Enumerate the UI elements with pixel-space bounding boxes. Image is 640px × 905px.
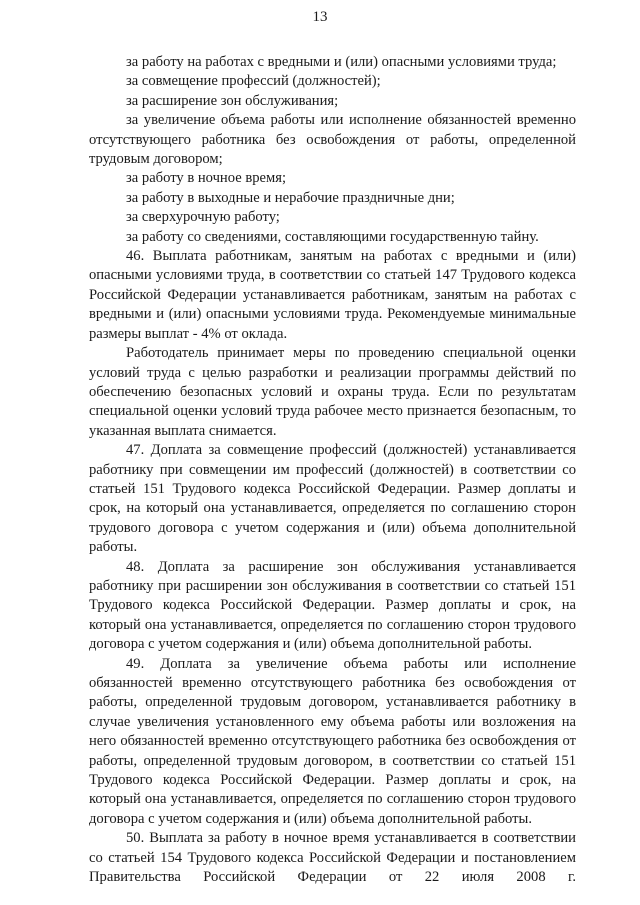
list-item-hazardous-work: за работу на работах с вредными и (или) опасными условиями труда; [126,54,557,70]
document-body [89,53,576,887]
paragraph-employer-measures: Работодатель принимает меры по проведению специальной оценки условий труда с целью разработки и реализации программы действий по обеспечению безопасных условий и охраны труда. Если по результатам специальной оценки условий труда рабочее место признается безопасным, то указанная выплата снимается. [89,345,576,439]
paragraph-48: 48. Доплата за расширение зон обслуживания устанавливается работнику при расширении зон обслуживания в соответствии со статьей 151 Трудового кодекса Российской Федерации. Размер доплаты и срок, на который она устанавливается, определяется по соглашению сторон трудового договора с учетом содержания и (или) объема дополнительной работы. [89,558,576,653]
list-item-state-secret: за работу со сведениями, составляющими государственную тайну. [126,228,539,245]
paragraph-47: 47. Доплата за совмещение профессий (должностей) устанавливается работнику при совмещении им профессий (должностей) в соответствии со статьей 151 Трудового кодекса Российской Федерации. Размер доплаты и срок, на который она устанавливается, определяется по соглашению сторон трудового договора с учетом содержания и (или) объема дополнительной работы. [89,442,576,556]
list-item-weekend-work: за работу в выходные и нерабочие праздничные дни; [126,189,455,206]
list-item-night-work: за работу в ночное время; [126,170,287,187]
list-item-overtime: за сверхурочную работу; [126,209,280,226]
list-item-increased-workload: за увеличение объема работы или исполнение обязанностей временно отсутствующего работника без освобождения от работы, определенной трудовым договором; [89,112,576,168]
page-number: 13 [312,9,328,25]
paragraph-49: 49. Доплата за увеличение объема работы или исполнение обязанностей временно отсутствующего работника без освобождения от работы, определенной трудовым договором, устанавливается работнику в случае увеличения установленного ему объема работы или возложения на него обязанностей временно отсутствующего работника без освобождения от работы, определенной трудовым договором, в соответствии со статьей 151 Трудового кодекса Российской Федерации. Размер доплаты и срок, на который она устанавливается, определяется по соглашению сторон трудового договора с учетом содержания и (или) объема дополнительной работы. [89,655,576,827]
list-item-service-zones: за расширение зон обслуживания; [126,92,339,109]
list-item-combined-professions: за совмещение профессий (должностей); [126,73,381,90]
paragraph-46: 46. Выплата работникам, занятым на работах с вредными и (или) опасными условиями труда, в соответствии со статьей 147 Трудового кодекса Российской Федерации устанавливается работникам, занятым на работах с вредными и (или) опасными условиями труда. Рекомендуемые минимальные размеры выплат - 4% от оклада. [89,248,576,342]
paragraph-50: 50. Выплата за работу в ночное время устанавливается в соответствии со статьей 154 Трудового кодекса Российской Федерации и постановлением Правительства Российской Федерации от 22 июля 2008 г. [89,830,576,886]
